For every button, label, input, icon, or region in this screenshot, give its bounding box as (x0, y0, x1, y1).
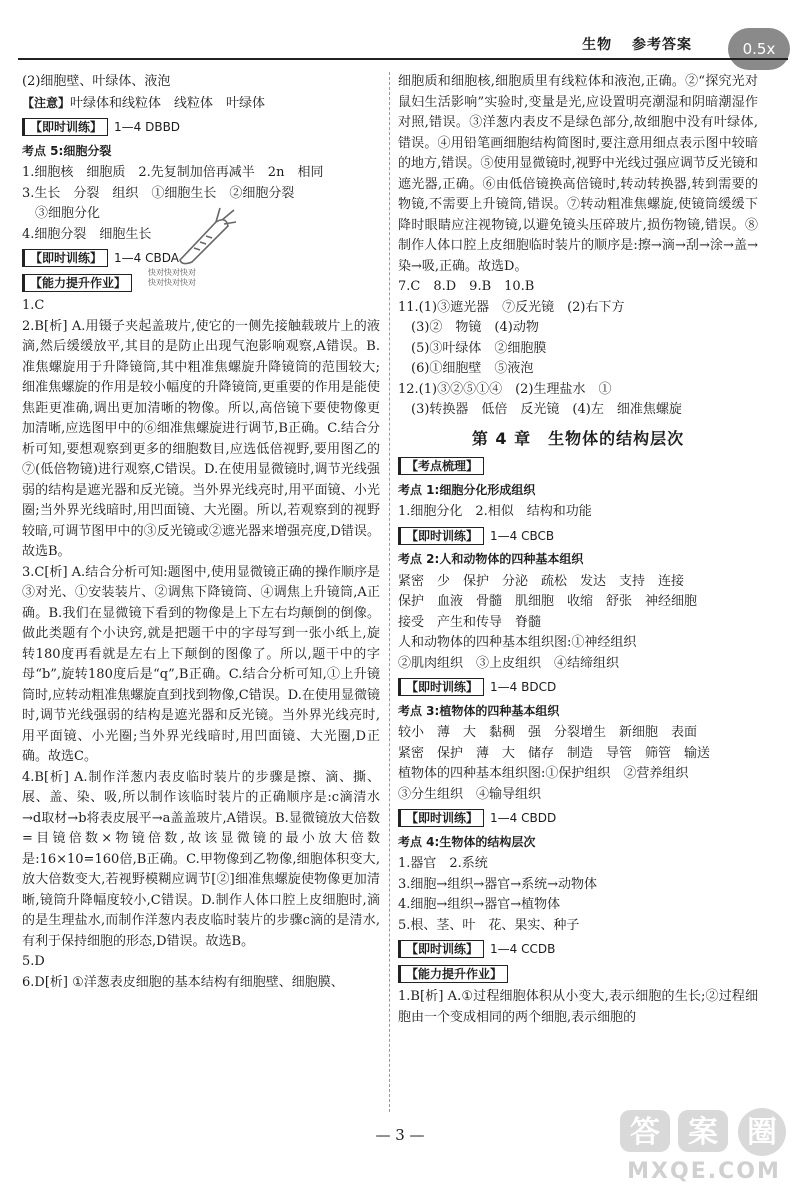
answer-paragraph: ③细胞分化 (22, 206, 101, 221)
site-logo-watermark (616, 1102, 792, 1184)
right-column (398, 72, 758, 1028)
practice-answer-line (398, 963, 758, 986)
answer-paragraph: 3.细胞→组织→器官→系统→动物体 (398, 876, 597, 892)
watermark-text (148, 268, 196, 288)
answer-key: 1—4 CBCB (490, 528, 555, 543)
note-text: 叶绿体和线粒体 线粒体 叶绿体 (70, 95, 266, 111)
carrot-watermark-icon (168, 200, 238, 270)
section-tag: 【即时训练】 (22, 118, 108, 136)
answer-paragraph: 保护 血液 骨髓 肌细胞 收缩 舒张 神经细胞 (398, 594, 698, 609)
watermark-line-2: 快对快对快对 (148, 278, 196, 287)
svg-text:答: 答 (630, 1115, 660, 1150)
page-number: — 3 — (375, 1126, 425, 1144)
answer-paragraph: 11.(1)③遮光器 ⑦反光镜 (2)右下方 (398, 299, 625, 315)
practice-answer-line (22, 272, 380, 295)
answer-paragraph: 3.C[析] A.结合分析可知:题图中,使用显微镜正确的操作顺序是③对光、①安装装片、②调焦下降镜筒、④调焦上升镜筒,A正确。B.我们在显微镜下看到的物像是上下左右均颠倒的倒像。做此类题有个小诀窍,就是把题干中的字母写到一张小纸上,旋转180度再看就是左右上下颠倒的图像了。所以,题干中的字母“b”,旋转180度后是“q”,B正确。C.结合分析可知,①上升镜筒时,应转动粗准焦螺旋直到找到物像,C错误。D.在使用显微镜时,调节光线强弱的结构是遮光器和反光镜。当外界光线亮时,用平面镜、小光圈;当外界光线暗时,用凹面镜、大光圈,D正确。故选C。 (22, 564, 380, 764)
answer-paragraph: ②肌肉组织 ③上皮组织 ④结缔组织 (398, 655, 620, 671)
answer-paragraph: 4.B[析] A.制作洋葱内表皮临时装片的步骤是擦、滴、撕、展、盖、染、吸,所以制作该临时装片的正确顺序是:c滴清水→d取材→b将表皮展平→a盖盖玻片,A错误。B.显微镜放大倍数=目镜倍数×物镜倍数,故该显微镜的最小放大倍数是:16×10=160倍,B正确。C.甲物像到乙物像,细胞体积变大,放大倍数变大,若视野模糊应调节[②]细准焦螺旋使物像更加清晰,镜筒升降幅度较小,C错误。D.制作人体口腔上皮细胞时,滴的是生理盐水,而制作洋葱内表皮临时装片的步骤c滴的是清水,有利于保持细胞的形态,D错误。故选B。 (22, 769, 380, 949)
answer-key: 1—4 DBBD (114, 120, 181, 134)
chapter-title: 第 4 章 生物体的结构层次 (471, 428, 685, 448)
practice-answer-line (22, 116, 380, 139)
header-subject: 生物 (582, 37, 613, 53)
answer-paragraph: 1.B[析] A.①过程细胞体积从小变大,表示细胞的生长;②过程细胞由一个变成相同的两个细胞,表示细胞的 (398, 989, 758, 1025)
answer-paragraph: 1.器官 2.系统 (398, 856, 488, 871)
answer-paragraph: 5.根、茎、叶 花、果实、种子 (398, 917, 580, 933)
answer-paragraph: (2)细胞壁、叶绿体、液泡 (22, 74, 171, 89)
svg-text:案: 案 (688, 1115, 718, 1150)
practice-answer-line (398, 676, 758, 699)
section-tag: 【即时训练】 (398, 940, 484, 958)
answer-paragraph: 紧密 少 保护 分泌 疏松 发达 支持 连接 (398, 573, 685, 589)
answer-paragraph: 1.细胞分化 2.相似 结构和功能 (398, 504, 592, 519)
column-divider (389, 72, 390, 1112)
answer-key: 1—4 CCDB (490, 942, 556, 956)
answer-paragraph: (6)①细胞壁 ⑤液泡 (398, 361, 534, 376)
answer-paragraph: (5)③叶绿体 ②细胞膜 (398, 340, 547, 356)
answer-paragraph: 4.细胞分裂 细胞生长 (22, 226, 152, 242)
note-label: 【注意】 (22, 95, 71, 110)
answer-paragraph: 7.C 8.D 9.B 10.B (398, 279, 535, 294)
answer-key: 1—4 BDCD (490, 680, 557, 694)
section-tag: 【即时训练】 (398, 678, 484, 696)
answer-paragraph: 12.(1)③②⑤①④ (2)生理盐水 ① (398, 381, 612, 397)
answer-key: 1—4 CBDD (490, 811, 557, 825)
answer-paragraph: 紧密 保护 薄 大 储存 制造 导管 筛管 输送 (398, 745, 711, 761)
answer-key: 1—4 CBDA (114, 251, 179, 265)
section-tag: 【即时训练】 (398, 809, 484, 827)
zoom-level-badge[interactable]: 0.5x (728, 28, 790, 70)
answer-paragraph: 1.C (22, 298, 45, 313)
header-title: 参考答案 (632, 37, 692, 53)
answer-paragraph: 4.细胞→组织→器官→植物体 (398, 897, 561, 912)
note-line (22, 93, 380, 115)
answer-paragraph: 细胞质和细胞核,细胞质里有线粒体和液泡,正确。②“探究光对鼠妇生活影响”实验时,变量是光,应设置明亮潮湿和阴暗潮湿作对照,错误。③洋葱内表皮不是绿色部分,故细胞中没有叶绿体,错误。④用铅笔画细胞结构简图时,要注意用细点表示图中较暗的地方,错误。⑤使用显微镜时,视野中光线过强应调节反光镜和遮光器,正确。⑥由低倍镜换高倍镜时,转动转换器,转到需要的物镜,不需要上升镜筒,错误。⑦转动粗准焦螺旋,使镜筒缓缓下降时眼睛应注视物镜,以避免镜头压碎玻片,损伤物镜,错误。⑧制作人体口腔上皮细胞临时装片的顺序是:擦→滴→刮→涂→盖→染→吸,正确。故选D。 (398, 74, 758, 274)
section-tag: 【即时训练】 (398, 527, 484, 545)
answer-paragraph: (3)转换器 低倍 反光镜 (4)左 细准焦螺旋 (398, 402, 682, 417)
answer-paragraph: ③分生组织 ④输导组织 (398, 786, 542, 802)
section-tag: 【能力提升作业】 (398, 965, 508, 983)
answer-paragraph: 较小 薄 大 黏稠 强 分裂增生 新细胞 表面 (398, 725, 698, 740)
answer-paragraph: 2.B[析] A.用镊子夹起盖玻片,使它的一侧先接触载玻片上的液滴,然后缓缓放平,其目的是防止出现气泡影响观察,A错误。B.准焦螺旋用于升降镜筒,其中粗准焦螺旋升降镜筒的范围较大;细准焦螺旋的作用是较小幅度的升降镜筒,更重要的作用是能使焦距更准确,调出更加清晰的物像。所以,高倍镜下要使物像更加清晰,应选图甲中的⑥细准焦螺旋进行调节,B正确。C.结合分析可知,要想观察到更多的细胞数目,应选低倍视野,要用图乙的⑦(低倍物镜)进行观察,C错误。D.在使用显微镜时,调节光线强弱的结构是遮光器和反光镜。当外界光线亮时,用平面镜、小光圈;当外界光线暗时,用凹面镜、大光圈。所以,若观察到的视野较暗,可调节图甲中的③反光镜或②遮光器来增强亮度,D错误。故选B。 (22, 318, 380, 559)
answer-paragraph: 5.D (22, 954, 45, 969)
answer-paragraph: 接受 产生和传导 脊髓 (398, 614, 542, 630)
answer-paragraph: 人和动物体的四种基本组织图:①神经组织 (398, 635, 637, 650)
topic-heading: 考点 3:植物体的四种基本组织 (398, 703, 560, 718)
topic-heading: 考点 5:细胞分裂 (22, 143, 112, 158)
answer-paragraph: 植物体的四种基本组织图:①保护组织 ②营养组织 (398, 766, 689, 781)
running-header (568, 34, 692, 54)
answer-paragraph: 1.细胞核 细胞质 2.先复制加倍再减半 2n 相同 (22, 165, 324, 180)
topic-heading: 考点 4:生物体的结构层次 (398, 834, 536, 849)
header-rule (18, 58, 788, 60)
practice-answer-line (398, 455, 758, 478)
watermark-line-1: 快对快对快对 (148, 268, 196, 277)
practice-answer-line (398, 938, 758, 961)
section-tag: 【能力提升作业】 (22, 274, 132, 292)
section-tag: 【考点梳理】 (398, 457, 484, 475)
topic-heading: 考点 1:细胞分化形成组织 (398, 482, 536, 497)
practice-answer-line (398, 525, 758, 548)
answer-paragraph: (3)② 物镜 (4)动物 (398, 320, 539, 335)
answer-paragraph: 3.生长 分裂 组织 ①细胞生长 ②细胞分裂 (22, 185, 295, 201)
practice-answer-line (398, 807, 758, 830)
topic-heading: 考点 2:人和动物体的四种基本组织 (398, 552, 584, 566)
section-tag: 【即时训练】 (22, 249, 108, 267)
svg-text:圈: 圈 (747, 1115, 777, 1150)
site-logo-url: MXQE.COM (627, 1159, 781, 1184)
answer-paragraph: 6.D[析] ①洋葱表皮细胞的基本结构有细胞壁、细胞膜、 (22, 974, 344, 990)
